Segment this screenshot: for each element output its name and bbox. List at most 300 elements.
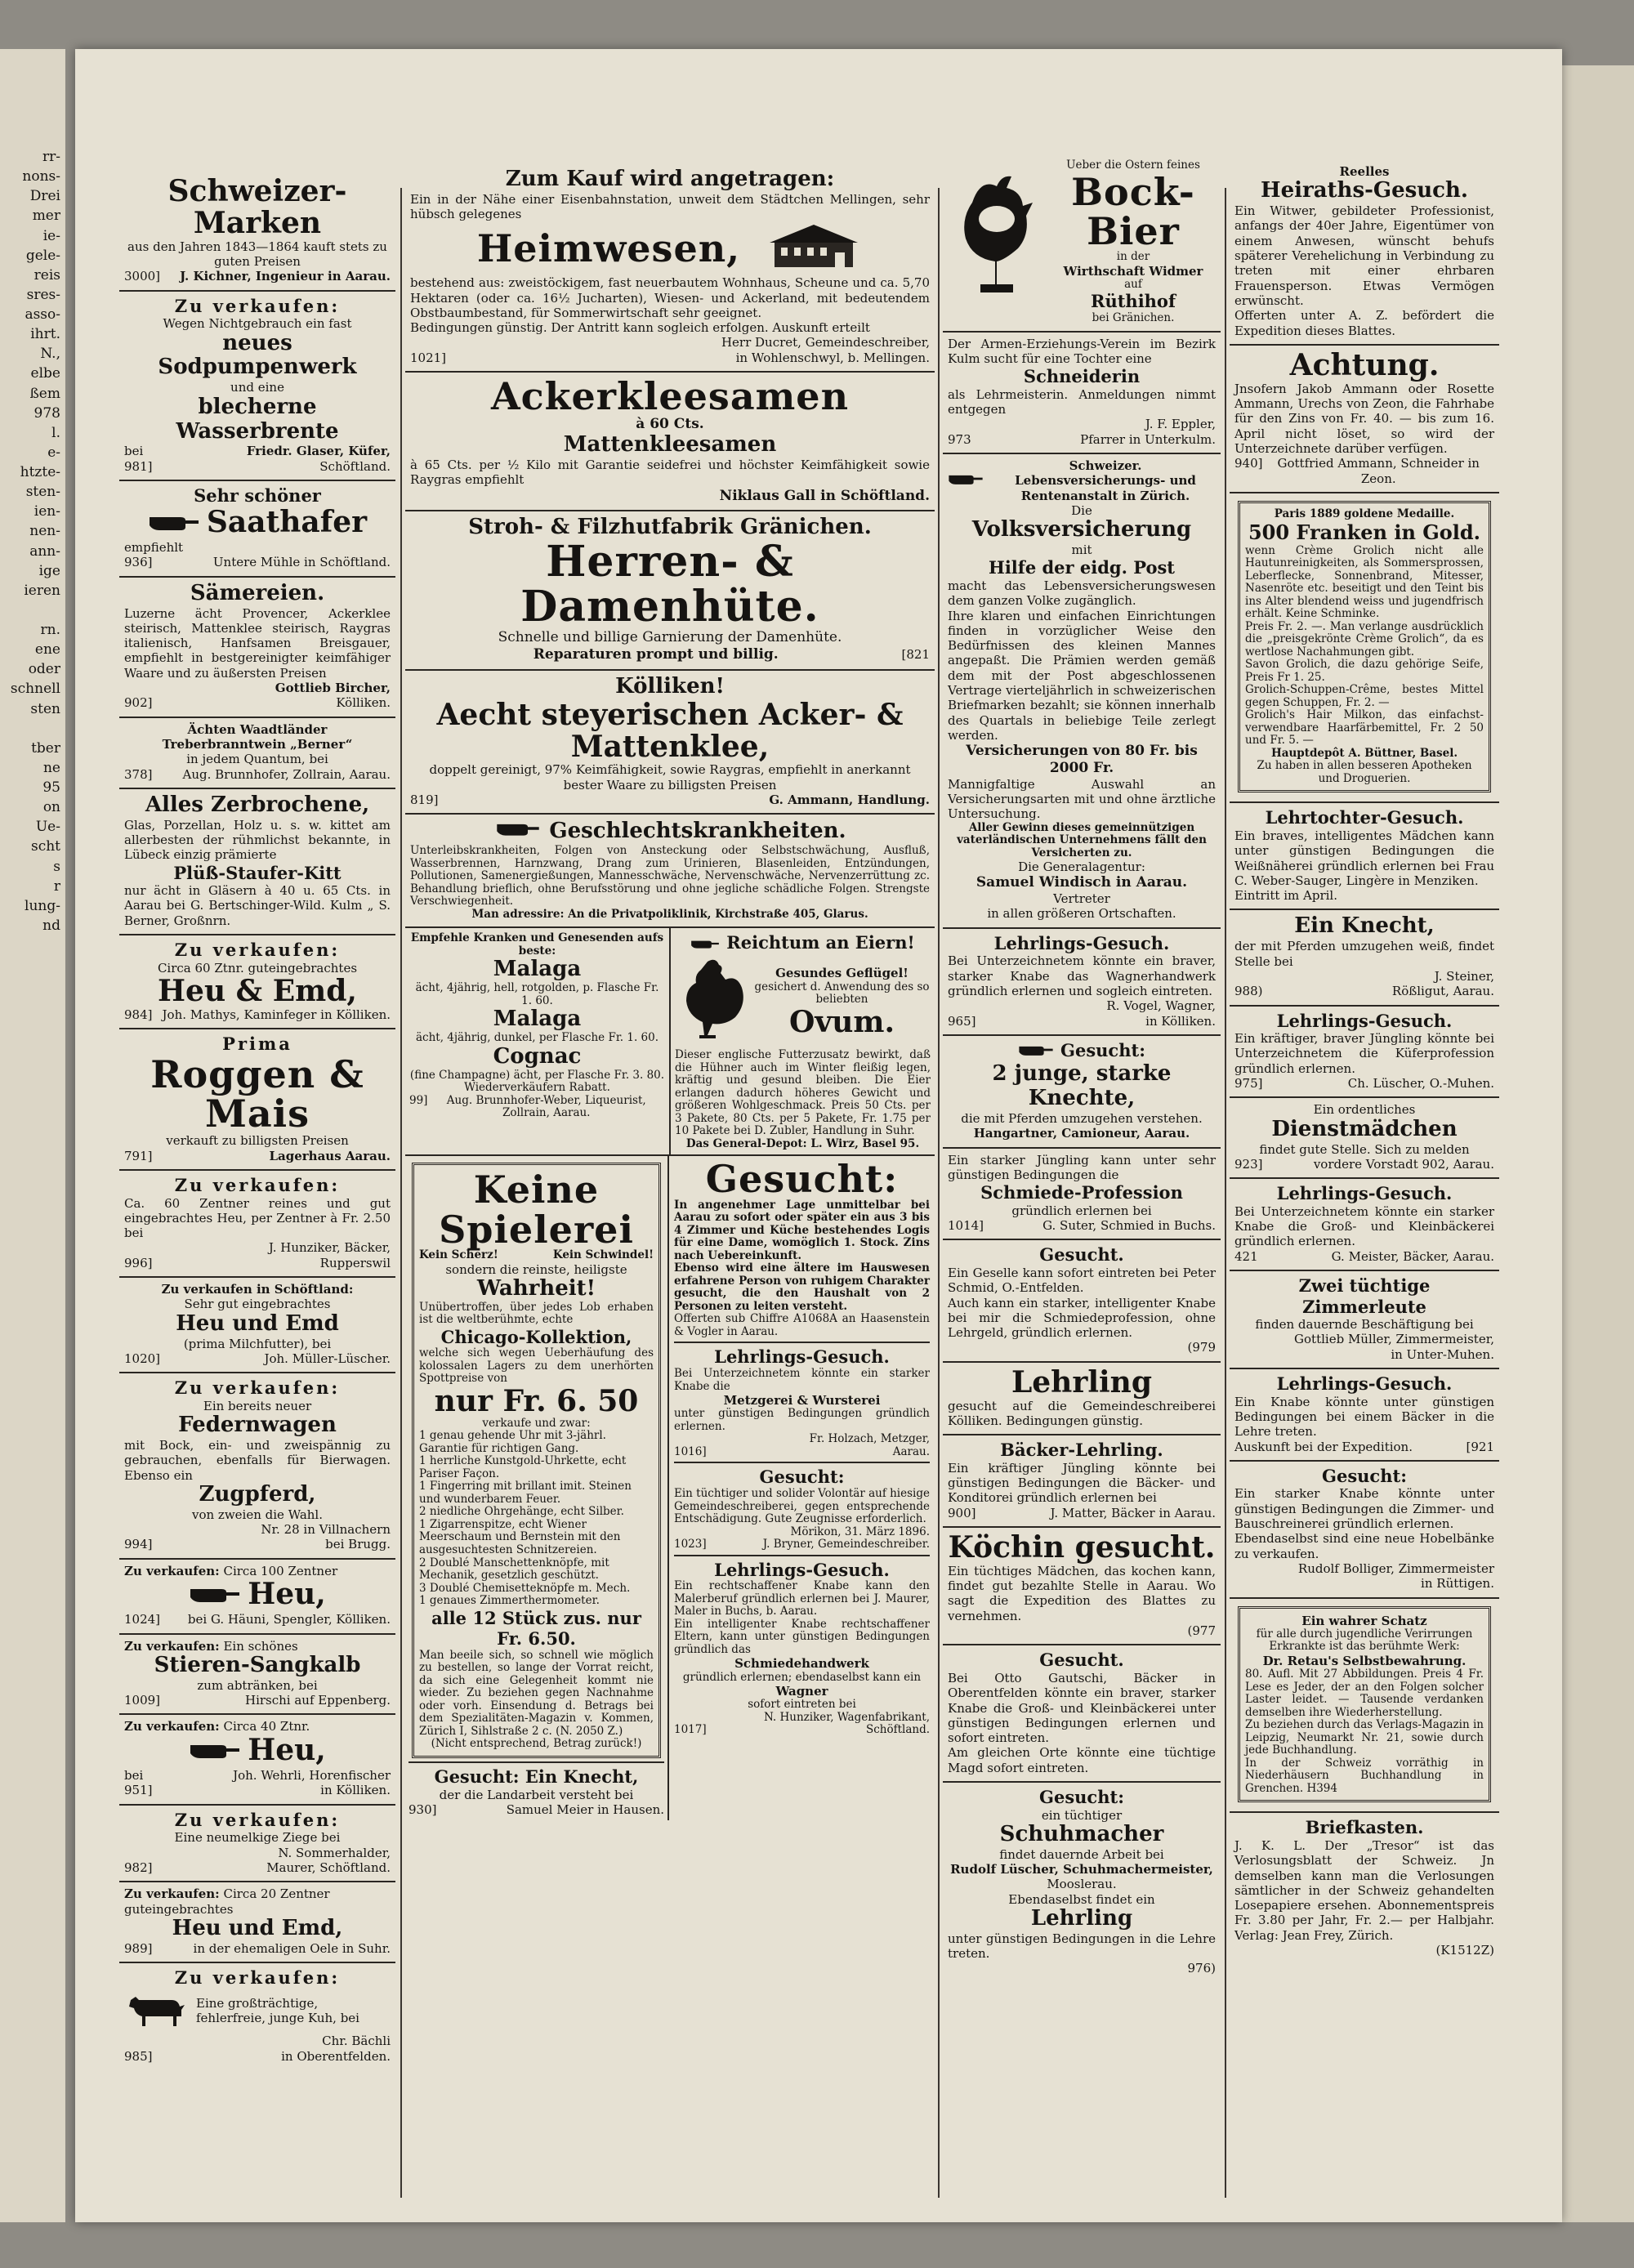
ad-place: Schöftland. xyxy=(319,458,391,474)
ad-number: 981] xyxy=(124,458,153,474)
cow-icon xyxy=(124,1989,190,2034)
pointing-hand-icon xyxy=(690,934,720,955)
ad-number: 985] xyxy=(124,2048,153,2064)
list-item: 1 Fingerring mit brillant imit. Steinen und wunderbarem Feuer. xyxy=(419,1480,632,1506)
ad-signature: Herr Ducret, Gemeindeschreiber, xyxy=(721,335,930,350)
ad-text: in jedem Quantum, bei xyxy=(186,752,328,767)
ad-keine-spielerei xyxy=(405,1156,669,1820)
ad-geselle xyxy=(943,1240,1221,1362)
ad-signature: Niklaus Gall in Schöftland. xyxy=(719,487,930,504)
ad-text: Die xyxy=(1071,502,1092,518)
ad-heu-emd-mueller xyxy=(119,1278,395,1373)
ad-text: Circa 40 Ztnr. xyxy=(223,1719,310,1734)
ad-text: Unterleibskrankheiten, Folgen von Ansteckung oder Selbstschwächung, Ausfluß, Wasserbrennen, Harnzwang, Drang zum Urinieren, Blasenleiden, Entzündungen, Pollutionen, Samenergießungen, Mannesschwäche, Nervenschwäche, Nervenzerrüttung zc. Behandlung brieflich, ohne Berufsstörung und ohne jegliche schädliche Folgen. Strengste Verschwiegenheit. xyxy=(410,844,930,909)
ad-bock-bier xyxy=(943,155,1221,333)
ad-text: gründlich erlernen bei xyxy=(1011,1203,1152,1218)
ad-signature: Joh. Wehrli, Horenfischer xyxy=(233,1768,391,1784)
ad-heading: Zu verkaufen: xyxy=(174,295,341,316)
ad-heading: Zu verkaufen: xyxy=(124,1886,220,1902)
ad-text: Ein braves, intelligentes Mädchen kann unter günstigen Bedingungen die Weißnäherei gründlich erlernen bei Frau C. Weber-Sauger, Lingère in Menziken. xyxy=(1234,828,1494,888)
ad-text: Offerten unter A. Z. befördert die Expedition dieses Blattes. xyxy=(1234,308,1494,338)
ad-schmiede-profession xyxy=(943,1149,1221,1241)
ad-signature: Friedr. Glaser, Küfer, xyxy=(246,444,391,459)
ad-text: bestehend aus: zweistöckigem, fast neuerbautem Wohnhaus, Scheune und ca. 5,70 Hektaren (oder ca. 16½ Jucharten), Wiesen- und Ackerland, mit bedeutendem Obstbaumbestand, für Sommerwirtschaft sehr geeignet. xyxy=(410,275,930,320)
ad-title: Schmiede-Profession xyxy=(980,1182,1183,1203)
adjacent-page-fragment: gele- xyxy=(25,247,60,264)
ad-heading: Reelles xyxy=(1339,164,1390,179)
list-item: 2 niedliche Ohrgehänge, echt Silber. xyxy=(419,1505,624,1519)
ad-text: Kein Schwindel! xyxy=(552,1248,654,1262)
ad-text: Ein tüchtiger und solider Volontär auf hiesige Gemeindeschreiberei, gegen entsprechende Entschädigung. Gute Zeugnisse erforderlich. xyxy=(674,1487,930,1526)
ad-heading: Gesucht: xyxy=(759,1467,845,1488)
ad-text: Vertreter xyxy=(1053,891,1110,907)
ad-title: Heimwesen, xyxy=(476,226,741,271)
ad-text: Ein starker Knabe könnte unter günstigen Bedingungen die Zimmer- und Bauschreinerei gründlich erlernen. xyxy=(1234,1486,1494,1532)
ad-kitt xyxy=(119,789,395,935)
list-item: 2 Doublé Manschettenknöpfe, mit Mechanik, gesetzlich geschützt. xyxy=(419,1556,609,1583)
ad-heading: Zu verkaufen in Schöftland: xyxy=(161,1282,354,1297)
page-edge xyxy=(1552,65,1634,2222)
ad-heading: Keine Spielerei xyxy=(439,1167,634,1252)
ad-title: Federnwagen xyxy=(178,1413,337,1438)
adjacent-page-fragment xyxy=(0,719,60,739)
adjacent-page-fragment: ann- xyxy=(29,542,60,560)
ad-volontaer xyxy=(674,1463,930,1556)
adjacent-page-fragment: nons- xyxy=(22,168,60,185)
pointing-hand-icon xyxy=(148,508,200,540)
ad-title: Schmiedehandwerk xyxy=(734,1656,869,1672)
ad-text: (Nicht entsprechend, Betrag zurück!) xyxy=(431,1737,642,1751)
ad-address: Man adressire: An die Privatpoliklinik, Kirchstraße 405, Glarus. xyxy=(471,907,868,921)
ad-heading: Sämereien. xyxy=(190,580,325,605)
ad-text: Ebendaselbst findet ein xyxy=(1008,1891,1155,1907)
ad-saemereien xyxy=(119,578,395,718)
ad-number: 3000] xyxy=(124,269,161,284)
ad-place: Schöftland. xyxy=(865,1723,930,1737)
ad-text: Circa 60 Ztnr. guteingebrachtes xyxy=(157,960,358,976)
adjacent-page-fragment: rn. xyxy=(40,622,60,638)
ad-text: Circa 100 Zentner xyxy=(223,1563,338,1578)
newspaper-page xyxy=(75,49,1562,2222)
ad-title: Heu, xyxy=(248,1732,326,1767)
adjacent-page-fragment: on xyxy=(42,799,60,816)
ad-text: bei Gränichen. xyxy=(1092,311,1175,325)
ad-text: macht das Lebensversicherungswesen dem ganzen Volke zugänglich. xyxy=(948,578,1216,609)
ad-signature: G. Suter, Schmied in Buchs. xyxy=(1042,1218,1216,1233)
ad-heading: Lehrlings-Gesuch. xyxy=(714,1346,890,1368)
ad-place: in Kölliken. xyxy=(1145,1013,1216,1029)
ad-hutfabrik xyxy=(405,511,935,671)
ad-text: mit Bock, ein- und zweispännig zu gebrauchen, ebenfalls für Bierwagen. Ebenso ein xyxy=(124,1437,391,1483)
adjacent-page-fragment: oder xyxy=(28,661,60,678)
ad-number: 984] xyxy=(124,1007,153,1022)
ad-number: 99] xyxy=(409,1093,428,1107)
ad-number: 1016] xyxy=(674,1444,707,1458)
ad-text: Jnsofern Jakob Ammann oder Rosette Ammann, Urechs von Zeon, die Fahrhabe für den Zins von Fr. 40. — bis zum 16. April nicht löset, so wird der Unterzeichnete darüber verfügen. xyxy=(1234,381,1494,456)
ad-text: gesichert d. Anwendung des so beliebten xyxy=(754,980,930,1007)
ad-text: Eine neumelkige Ziege bei xyxy=(174,1830,341,1846)
ad-text: In angenehmer Lage unmittelbar bei Aarau zu sofort oder später ein aus 3 bis 4 Zimmer und Küche bestehendes Logis für eine Dame, womöglich 1. Stock. Zins nach Uebereinkunft. xyxy=(674,1198,930,1262)
list-item: 3 Doublé Chemisetteknöpfe m. Mech. xyxy=(419,1581,631,1595)
ad-text: der die Landarbeit versteht bei xyxy=(439,1787,634,1802)
adjacent-page-fragment: sten xyxy=(30,700,60,717)
ad-number: 791] xyxy=(124,1148,153,1163)
ad-federnwagen xyxy=(119,1373,395,1559)
ad-title: Volksversicherung xyxy=(971,517,1192,542)
adjacent-page-fragment: Ue- xyxy=(35,819,60,836)
ad-place: in Unter-Muhen. xyxy=(1391,1346,1494,1362)
adjacent-page-fragment: tber xyxy=(31,739,60,757)
ad-row xyxy=(405,1156,935,1820)
ad-heading: Briefkasten. xyxy=(1305,1817,1424,1838)
ad-baecker-lehre xyxy=(1230,1369,1499,1462)
ad-heading: Stroh- & Filzhutfabrik Gränichen. xyxy=(468,515,872,540)
ad-title: Versicherungen von 80 Fr. bis 2000 Fr. xyxy=(966,743,1198,776)
ad-title: Dienstmädchen xyxy=(1271,1116,1458,1141)
ad-text: Am gleichen Orte könnte eine tüchtige Magd sofort eintreten. xyxy=(948,1745,1216,1775)
adjacent-page-fragment: 95 xyxy=(42,779,60,796)
ad-place: Rößligut, Aarau. xyxy=(1391,984,1494,999)
ad-text: mit xyxy=(1071,542,1092,558)
ad-place: bei Brugg. xyxy=(325,1537,391,1552)
ad-sodpumpenwerk xyxy=(119,292,395,481)
ad-text: Ein rechtschaffener Knabe kann den Malerberuf gründlich erlernen bei J. Maurer, Maler in Buchs, b. Aarau. xyxy=(674,1579,930,1618)
ad-text: unter günstigen Bedingungen in die Lehre treten. xyxy=(948,1931,1216,1962)
ad-title: Heu, xyxy=(248,1576,326,1611)
ad-title: Heiraths-Gesuch. xyxy=(1261,178,1468,203)
ad-text: (fine Champagne) ächt, per Flasche Fr. 3. 80. Wiederverkäufern Rabatt. xyxy=(409,1068,665,1095)
ad-text: Offerten sub Chiffre A1068A an Haasenstein & Vogler in Aarau. xyxy=(674,1312,930,1338)
ad-text: nur ächt in Gläsern à 40 u. 65 Cts. in Aarau bei G. Bertschinger-Wild. Kulm „ S. Berner, Großnrn. xyxy=(124,883,391,928)
ad-heading: Zu verkaufen: xyxy=(124,1563,220,1578)
ad-number: 900] xyxy=(948,1505,976,1520)
ad-lehrling-gemeindeschreiberei xyxy=(943,1363,1221,1435)
ad-text: (prima Milchfutter), bei xyxy=(183,1336,332,1351)
list-item: 1 genaues Zimmerthermometer. xyxy=(419,1594,600,1608)
ad-maler-schmied xyxy=(674,1556,930,1740)
ad-title: Lehrling xyxy=(1030,1905,1133,1931)
ad-text: findet dauernde Arbeit bei xyxy=(999,1846,1164,1862)
ad-signature: Das General-Depot: L. Wirz, Basel 95. xyxy=(685,1136,920,1150)
ad-text: In der Schweiz vorräthig in Niederhäusern Buchhandlung in Grenchen. H394 xyxy=(1245,1756,1484,1795)
ad-malaga xyxy=(405,928,671,1154)
ad-heading: Gesucht: xyxy=(1322,1465,1407,1486)
ad-heading: Gesucht. xyxy=(1039,1244,1124,1266)
ad-text: Bei Unterzeichnetem könnte ein starker Knabe die Groß- und Kleinbäckerei gründlich erlernen. xyxy=(1234,1203,1494,1249)
adjacent-page-fragment: schnell xyxy=(10,681,60,698)
ad-number: 1014] xyxy=(948,1218,984,1233)
pointing-hand-icon xyxy=(1018,1042,1054,1063)
ad-text: in allen größeren Ortschaften. xyxy=(987,906,1176,922)
adjacent-page-strip xyxy=(0,49,65,2222)
column-4 xyxy=(1230,160,1499,2211)
ad-bauschreinerei xyxy=(1230,1462,1499,1599)
ad-title: Cognac xyxy=(493,1043,582,1069)
ad-text: Luzerne ächt Provencer, Ackerklee steirisch, Mattenklee steirisch, Raygras italienisch, Hanfsamen Breisgauer, empfiehlt in bestgereinigter keimfähiger Waare und zu äußersten Preisen xyxy=(124,605,391,681)
ad-heading: Ein Knecht, xyxy=(1294,913,1435,939)
ad-text: unter günstigen Bedingungen gründlich erlernen. xyxy=(674,1407,930,1433)
ad-heading: Empfehle Kranken und Genesenden aufs beste: xyxy=(410,931,664,958)
ad-price: alle 12 Stück zus. nur Fr. 6.50. xyxy=(431,1607,641,1650)
goat-beer-glass-icon xyxy=(948,170,1046,314)
ad-text: Ein schönes xyxy=(223,1638,298,1654)
ad-title: Bock-Bier xyxy=(1071,169,1195,253)
ad-text: Die Generalagentur: xyxy=(1018,859,1145,875)
ad-text: auf xyxy=(1124,277,1142,291)
ad-metzgerei xyxy=(674,1343,930,1463)
ad-title: Saathafer xyxy=(206,504,368,539)
ad-signature: J. F. Eppler, xyxy=(1145,417,1216,432)
adjacent-page-fragment: sres- xyxy=(26,286,60,303)
ad-text: Ein kräftiger Jüngling könnte bei günstigen Bedingungen die Bäcker- und Konditorei gründlich erlernen bei xyxy=(948,1460,1216,1506)
ad-text: Wegen Nichtgebrauch ein fast xyxy=(163,316,352,332)
ad-signature: Nr. 28 in Villnachern xyxy=(261,1522,391,1537)
ad-signature: Hangartner, Camioneur, Aarau. xyxy=(973,1126,1190,1141)
ad-text: finden dauernde Beschäftigung bei xyxy=(1255,1317,1474,1333)
ad-price: nur Fr. 6. 50 xyxy=(434,1383,639,1418)
ad-text: Circa 20 Zentner guteingebrachtes xyxy=(124,1886,330,1917)
adjacent-page-fragment: ne xyxy=(42,759,60,776)
ad-signature: J. Hunziker, Bäcker, xyxy=(268,1240,391,1256)
ad-signature: Joh. Müller-Lüscher. xyxy=(264,1351,391,1366)
list-item: 1 Zigarrenspitze, echt Wiener Meerschaum und Bernstein mit den ausgesuchtesten Schnitzereien. xyxy=(419,1517,621,1556)
ad-heading: Geschlechtskrankheiten. xyxy=(549,819,846,844)
ad-text: findet gute Stelle. Sich zu melden xyxy=(1259,1141,1470,1157)
ad-text: Aller Gewinn dieses gemeinnützigen vaterländischen Unternehmens fällt den Versicherten zu. xyxy=(957,820,1207,859)
adjacent-page-fragment: ene xyxy=(34,641,60,659)
ad-text: Preis Fr. 2. —. Man verlange ausdrücklich die „preisgekrönte Crème Grolich“, da es wertlose Nachahmungen gibt. xyxy=(1245,619,1484,659)
ad-place: in Oberentfelden. xyxy=(281,2048,391,2064)
ad-baeckerei-gautschi xyxy=(943,1645,1221,1783)
adjacent-page-fragment: elbe xyxy=(30,365,60,382)
ad-signature: Chr. Bächli xyxy=(322,2034,391,2049)
ad-signature: Hirschi auf Eppenberg. xyxy=(244,1693,391,1708)
ad-zimmerleute xyxy=(1230,1271,1499,1369)
ad-number: 1020] xyxy=(124,1351,161,1366)
ad-text: der mit Pferden umzugehen weiß, findet Stelle bei xyxy=(1234,939,1494,969)
ad-signature: J. Bryner, Gemeindeschreiber. xyxy=(762,1538,930,1551)
ad-text: Eine großträchtige, fehlerfreie, junge Kuh, bei xyxy=(196,1996,359,2026)
adjacent-page-fragment: sten- xyxy=(25,484,60,501)
ad-place: Aarau. xyxy=(892,1444,930,1458)
ad-text: ein tüchtiger xyxy=(1041,1807,1123,1823)
ad-text: Glas, Porzellan, Holz u. s. w. kittet am allerbesten der rühmlichst bekannte, in Lübeck einzig prämierte xyxy=(124,817,391,863)
ad-number: 1024] xyxy=(124,1612,161,1627)
ad-text: Ein kräftiger, braver Jüngling könnte bei Unterzeichnetem die Küferprofession gründlich erlernen. xyxy=(1234,1031,1494,1076)
ad-title: Dr. Retau's Selbstbewahrung. xyxy=(1262,1653,1467,1668)
ad-heading: Zu verkaufen: xyxy=(174,1967,341,1989)
ad-heu-emd-oele xyxy=(119,1882,395,1963)
ad-number: 982] xyxy=(124,1859,153,1875)
adjacent-page-fragment: asso- xyxy=(25,306,60,323)
ad-number: (977 xyxy=(1187,1623,1216,1639)
ad-heading: Paris 1889 goldene Medaille. xyxy=(1274,507,1455,520)
ad-number: 965] xyxy=(948,1013,976,1029)
ad-text: Ein starker Jüngling kann unter sehr günstigen Bedingungen die xyxy=(948,1152,1216,1182)
ad-place: Maurer, Schöftland. xyxy=(266,1859,391,1875)
ad-baecker-meister xyxy=(1230,1179,1499,1271)
ad-number: 930] xyxy=(408,1801,437,1817)
list-item: 1 herrliche Kunstgold-Uhrkette, echt Pariser Façon. xyxy=(419,1454,627,1480)
ad-signature: Aug. Brunnhofer, Zollrain, Aarau. xyxy=(182,766,391,782)
column-3 xyxy=(943,155,1221,2206)
ad-number: 819] xyxy=(410,792,439,808)
ad-heu-wehrli xyxy=(119,1715,395,1805)
ad-signature: Ch. Lüscher, O.-Muhen. xyxy=(1347,1076,1494,1092)
house-icon xyxy=(765,221,863,275)
ad-text: Reparaturen prompt und billig. xyxy=(533,646,779,663)
ad-title: Malaga xyxy=(493,1007,582,1032)
ad-heading: Lehrlings-Gesuch. xyxy=(1276,1183,1453,1204)
ad-heading: Achtung. xyxy=(1289,347,1440,382)
ad-number: 1021] xyxy=(410,350,447,365)
ad-signature: G. Ammann, Handlung. xyxy=(769,792,930,808)
ad-text: Zu haben in allen besseren Apotheken und Droguerien. xyxy=(1257,759,1472,785)
ad-number: [921 xyxy=(1466,1439,1494,1454)
ad-volksversicherung xyxy=(943,454,1221,929)
ad-title: Rüthihof xyxy=(1091,291,1176,312)
ad-text: Sehr gut eingebrachtes xyxy=(184,1297,331,1312)
ad-ackerkleesamen xyxy=(405,373,935,511)
ad-text: Eintritt im April. xyxy=(1234,888,1337,904)
ad-title: neues Sodpumpenwerk xyxy=(158,330,357,380)
ad-number: 902] xyxy=(124,695,153,711)
ad-title: 2 junge, starke Knechte, xyxy=(992,1061,1172,1111)
adjacent-page-fragment: rr- xyxy=(42,149,60,165)
ad-text: Ein tüchtiges Mädchen, das kochen kann, findet gut bezahlte Stelle in Aarau. Wo sagt die Expedition des Blattes zu vernehmen. xyxy=(948,1563,1216,1623)
ad-title: Roggen & Mais xyxy=(150,1051,364,1136)
ad-date: Mörikon, 31. März 1896. xyxy=(790,1525,930,1538)
ad-heading: Lehrtochter-Gesuch. xyxy=(1265,807,1464,828)
ad-heu-hunziker xyxy=(119,1171,395,1278)
ad-heading: Sehr schöner xyxy=(194,485,321,506)
ad-title: Zwei tüchtige Zimmerleute xyxy=(1298,1275,1431,1317)
ad-number: 976) xyxy=(1187,1961,1216,1976)
ad-ziege xyxy=(119,1806,395,1883)
ad-heading: Zum Kauf wird angetragen: xyxy=(505,167,835,191)
ad-number: 994] xyxy=(124,1537,153,1552)
pointing-hand-icon xyxy=(948,471,984,492)
ad-heading: Lehrlings-Gesuch. xyxy=(714,1559,890,1580)
ad-ovum xyxy=(671,928,935,1154)
ad-place: in Rüttigen. xyxy=(1421,1576,1494,1592)
ad-text: Schnelle und billige Garnierung der Damenhüte. xyxy=(498,629,842,646)
ad-title: Zugpferd, xyxy=(199,1481,316,1507)
ad-place: Kölliken. xyxy=(336,695,391,711)
ad-title: Wahrheit! xyxy=(476,1275,596,1301)
ad-heading: Zu verkaufen: xyxy=(174,940,341,961)
ad-heading: Gesucht: xyxy=(1039,1787,1124,1807)
ad-schneiderin xyxy=(943,333,1221,454)
ad-text: sofort eintreten bei xyxy=(748,1698,856,1712)
ad-text: 80. Aufl. Mit 27 Abbildungen. Preis 4 Fr. Lese es Jeder, der an den Folgen solcher Laster leidet. — Tausende verdanken demselben ihre Wiederherstellung. xyxy=(1245,1668,1484,1719)
ad-title: Malaga xyxy=(493,957,582,982)
ad-place: Rupperswil xyxy=(319,1255,391,1270)
ad-text: ächt, 4jährig, dunkel, per Flasche Fr. 1. 60. xyxy=(415,1031,659,1045)
ad-title: Ächten Waadtländer Treberbranntwein „Berner“ xyxy=(162,721,353,752)
pointing-hand-icon xyxy=(189,1736,241,1768)
ad-title: Heu und Emd xyxy=(176,1310,339,1336)
adjacent-page-fragment xyxy=(0,600,60,620)
ad-number: 1009] xyxy=(124,1693,161,1708)
pointing-hand-icon xyxy=(189,1580,241,1612)
column-rule xyxy=(400,188,402,2198)
ad-text: Der Armen-Erziehungs-Verein im Bezirk Kulm sucht für eine Tochter eine xyxy=(948,336,1216,366)
ad-place: Pfarrer in Unterkulm. xyxy=(1080,431,1216,447)
ad-text: Savon Grolich, die dazu gehörige Seife, Preis Fr 1. 25. xyxy=(1245,658,1484,684)
adjacent-page-fragment: htzte- xyxy=(20,464,60,480)
ad-subheading: Gesundes Geflügel! xyxy=(775,966,909,981)
ad-text: Zu beziehen durch das Verlags-Magazin in Leipzig, Neumarkt Nr. 21, sowie durch jede Buchhandlung. xyxy=(1245,1718,1484,1757)
ad-heading: Zu verkaufen: xyxy=(174,1809,341,1830)
ad-text: Bei Unterzeichnetem könnte ein starker Knabe die xyxy=(674,1367,930,1393)
ad-number: 989] xyxy=(124,1940,153,1956)
ad-text: Ein ordentliches xyxy=(1313,1102,1416,1118)
adjacent-page-fragment: ige xyxy=(38,562,60,579)
ad-signature: R. Vogel, Wagner, xyxy=(1106,998,1216,1014)
ad-title: Metzgerei & Wursterei xyxy=(723,1393,881,1409)
ad-number: 1023] xyxy=(674,1538,707,1551)
ad-heading: Prima xyxy=(222,1034,292,1055)
ad-price: à 60 Cts. xyxy=(636,416,704,433)
ad-text: verkaufe und zwar: xyxy=(482,1416,591,1430)
ad-signature: in der ehemaligen Oele in Suhr. xyxy=(193,1940,391,1956)
column-1 xyxy=(119,172,395,2222)
ad-achtung xyxy=(1230,346,1499,493)
ad-signature: Joh. Mathys, Kaminfeger in Kölliken. xyxy=(162,1007,391,1022)
ad-koechin xyxy=(943,1528,1221,1645)
ad-title: Schuhmacher xyxy=(999,1821,1164,1846)
ad-heading: Gesucht: Ein Knecht, xyxy=(434,1766,639,1787)
ad-text: Ihre klaren und einfachen Einrichtungen finden in vorzüglicher Weise den Bedürfnissen des kleinen Mannes angepaßt. Die Prämien werden gemäß dem mit der Post abgeschlossenen Vertrage vierteljährlich in schweizerischen Briefmarken bezahlt; sie können innerhalb des Quartals in beliebige Teile zerlegt werden. xyxy=(948,608,1216,743)
ad-title: Mattenkleesamen xyxy=(563,432,777,458)
ad-text: Man beeile sich, so schnell wie möglich zu bestellen, so lange der Vorrat reicht, da sich eine Gelegenheit kommt nie wieder. Zu beziehen gegen Nachnahme oder vorh. Einsendung d. Betrags bei dem Spezialitäten-Magazin v. Kommen, Zürich I, Sihlstraße 2 c. (N. 2050 Z.) xyxy=(419,1648,654,1738)
ad-signature: Rudolf Bolliger, Zimmermeister xyxy=(1297,1560,1494,1576)
adjacent-page-fragment: Drei xyxy=(29,188,60,205)
ad-signature: Aug. Brunnhofer-Weber, Liqueurist, Zollrain, Aarau. xyxy=(446,1093,646,1120)
ad-text: wenn Crème Grolich nicht alle Hautunreinigkeiten, als Sommersprossen, Leberflecke, Sonnenbrand, Mitesser, Nasenröte etc. beseitigt und den Teint bis ins Alter blendend weiss und jugendfrisch erhält. Keine Schminke. xyxy=(1245,543,1484,621)
ad-heading: Kölliken! xyxy=(615,673,725,699)
ad-geschlechtskrankheiten xyxy=(405,815,935,928)
ad-heading: Alles Zerbrochene, xyxy=(145,792,370,817)
ad-text: Auskunft bei der Expedition. xyxy=(1234,1439,1413,1454)
ad-roggen-mais xyxy=(119,1029,395,1171)
ad-saathafer xyxy=(119,481,395,578)
ad-number: 421 xyxy=(1234,1248,1258,1264)
ad-text: Ein intelligenter Knabe rechtschaffener Eltern, kann unter günstigen Bedingungen gründlich das xyxy=(674,1617,930,1656)
ad-schweizer-marken xyxy=(119,172,395,292)
ad-text: Bedingungen günstig. Der Antritt kann sogleich erfolgen. Auskunft erteilt xyxy=(410,320,870,336)
ad-text: Ein Witwer, gebildeter Professionist, anfangs der 40er Jahre, Eigentümer von einem Anwesen, wünscht behufs späterer Verehelichung in Verbindung zu treten mit einer ehrbaren Frauensperson. Etwas Vermögen erwünscht. xyxy=(1234,203,1494,308)
ad-text: bei xyxy=(124,444,144,459)
ad-text: gründlich erlernen; ebendaselbst kann ein xyxy=(682,1670,922,1684)
ad-number: [821 xyxy=(901,647,930,663)
ad-signature: bei G. Häuni, Spengler, Kölliken. xyxy=(187,1612,391,1627)
ad-title: Ackerkleesamen xyxy=(490,374,850,418)
ad-text: welche sich wegen Ueberhäufung des kolossalen Lagers zu dem unerhörten Spottpreise von xyxy=(419,1346,654,1386)
ad-heading: Ein wahrer Schatz xyxy=(1301,1613,1427,1628)
ad-baecker-lehrling xyxy=(943,1435,1221,1528)
ad-text: und eine xyxy=(230,380,284,395)
column-2 xyxy=(405,163,935,2214)
ad-text: Ein Geselle kann sofort eintreten bei Peter Schmid, O.-Entfelden. xyxy=(948,1265,1216,1296)
ad-heu-haeuni xyxy=(119,1560,395,1635)
ad-text: Bei Unterzeichnetem könnte ein braver, starker Knabe das Wagnerhandwerk gründlich erlernen und sogleich eintreten. xyxy=(948,953,1216,998)
ad-signature: J. Steiner, xyxy=(1434,968,1494,984)
adjacent-page-fragment: lung- xyxy=(25,897,60,914)
ad-heading: Gesucht: xyxy=(705,1157,899,1202)
ad-text: Ebendaselbst sind eine neue Hobelbänke zu verkaufen. xyxy=(1234,1531,1494,1561)
